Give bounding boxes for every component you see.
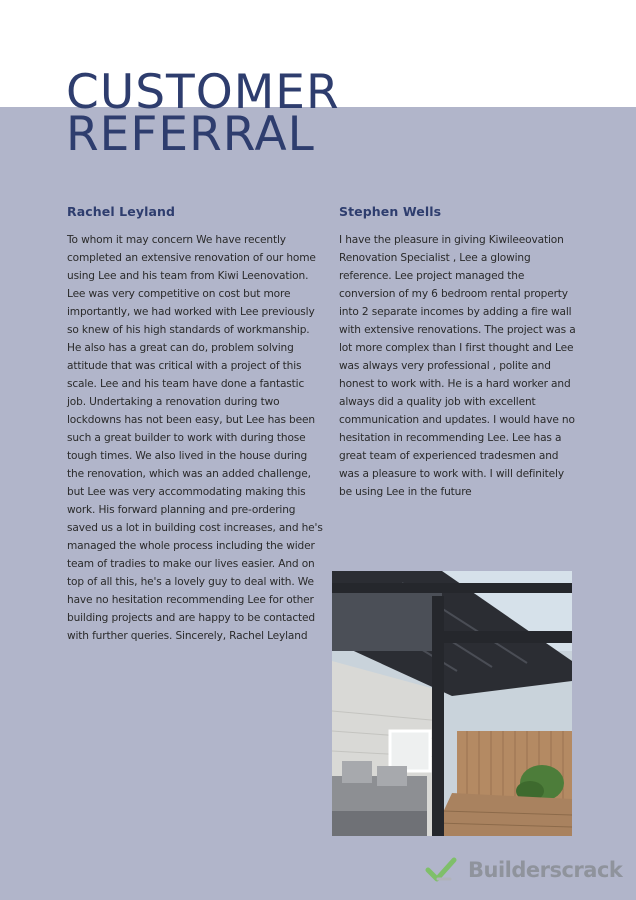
referrer-name: Rachel Leyland — [67, 204, 176, 219]
builderscrack-logo — [424, 855, 622, 885]
pergola-illustration — [332, 571, 572, 836]
referral-text: To whom it may concern We have recently completed an extensive renovation of our home using Lee and his team from Kiwi Leenovation. Lee was very competitive on cost but more importantly, we had worked with Lee previously so knew of his high standards of workmanship. He also has a great can do, problem solving attitude that was critical with a project of this scale. Lee and his team have done a fantastic job. Undertaking a renovation during two lockdowns has not been easy, but Lee has been such a great builder to work with during those tough times. We also lived in the house during the renovation, which was an added challenge, but Lee was very accommodating making this work. His forward planning and pre-ordering saved us a lot in building cost increases, and he's managed the whole process including the wider team of tradies to make our lives easier. And on top of all this, he's a lovely guy to deal with. We have no hesitation recommending Lee for other building projects and are happy to be contacted with further queries. Sincerely, Rachel Leyland — [67, 234, 323, 642]
page-title — [66, 65, 340, 162]
referrer-name: Stephen Wells — [339, 204, 442, 219]
title-line-1: CUSTOMER — [66, 65, 340, 120]
logo-text: Builderscrack — [468, 858, 623, 882]
referral-stephen — [339, 204, 579, 501]
title-line-2: REFERRAL — [66, 107, 315, 162]
checkmark-logo-icon — [424, 856, 464, 884]
pergola-photo — [332, 571, 572, 836]
referral-text: I have the pleasure in giving Kiwileeovation Renovation Specialist , Lee a glowing reference. Lee project managed the conversion of my 6 bedroom rental property into 2 separate incomes by adding a fire wall with extensive renovations. The project was a lot more complex than I first thought and Lee was always very professional , polite and honest to work with. He is a hard worker and always did a quality job with excellent communication and updates. I would have no hesitation in recommending Lee. Lee has a great team of experienced tradesmen and was a pleasure to work with. I will definitely be using Lee in the future — [339, 234, 576, 498]
referral-rachel — [67, 204, 325, 645]
